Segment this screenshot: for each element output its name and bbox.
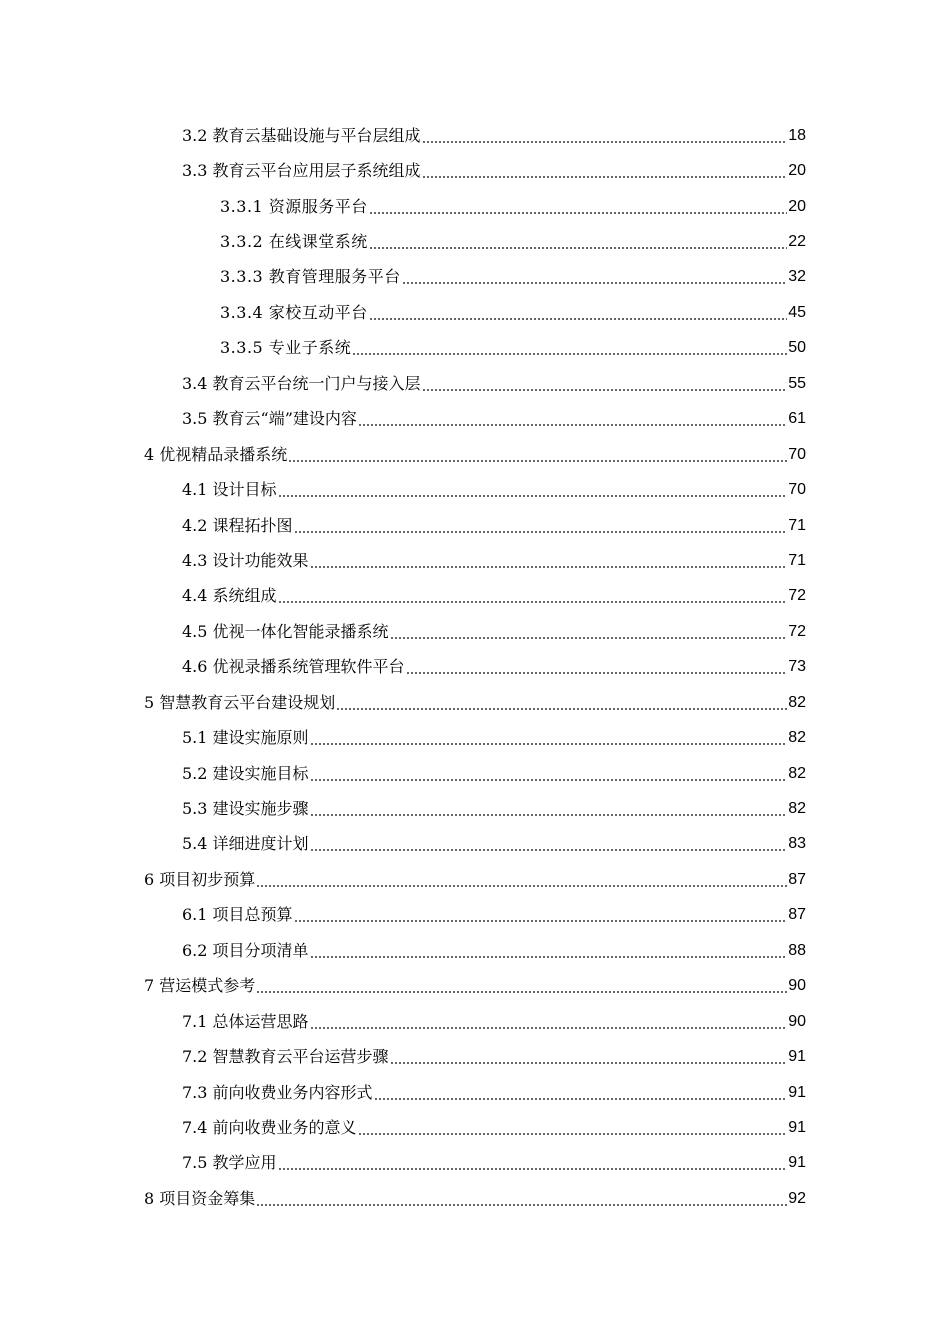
toc-page-number: 71 — [788, 551, 806, 569]
toc-entry-label: 3.5 教育云“端”建设内容 — [182, 409, 357, 429]
toc-entry[interactable] — [0, 118, 950, 153]
dot-leader — [256, 870, 787, 890]
toc-entry[interactable] — [0, 402, 950, 437]
dot-leader — [352, 338, 787, 358]
toc-page-number: 82 — [788, 800, 806, 818]
toc-page-number: 92 — [788, 1189, 806, 1207]
toc-page-number: 91 — [788, 1154, 806, 1172]
toc-page-number: 70 — [788, 481, 806, 499]
toc-entry-label: 5 智慧教育云平台建设规划 — [144, 692, 336, 712]
toc-entry-label: 4.3 设计功能效果 — [182, 550, 309, 570]
dot-leader — [369, 232, 787, 252]
toc-page-number: 90 — [788, 977, 806, 995]
toc-entry-label: 6.2 项目分项清单 — [182, 940, 309, 960]
toc-entry-label: 7.5 教学应用 — [182, 1153, 277, 1173]
toc-page-number: 87 — [788, 870, 806, 888]
toc-entry[interactable] — [0, 685, 950, 720]
dot-leader — [390, 1047, 788, 1067]
dot-leader — [256, 1189, 787, 1209]
dot-leader — [310, 551, 788, 571]
toc-entry-label: 8 项目资金筹集 — [144, 1188, 256, 1208]
toc-entry[interactable] — [0, 331, 950, 366]
dot-leader — [422, 374, 788, 394]
dot-leader — [310, 941, 788, 961]
dot-leader — [406, 657, 788, 677]
toc-entry[interactable] — [0, 295, 950, 330]
dot-leader — [278, 586, 788, 606]
toc-entry-label: 4 优视精品录播系统 — [144, 444, 288, 464]
toc-entry-label: 4.6 优视录播系统管理软件平台 — [182, 657, 405, 677]
dot-leader — [256, 976, 787, 996]
toc-entry-label: 7.3 前向收费业务内容形式 — [182, 1082, 373, 1102]
toc-entry-label: 3.3.1 资源服务平台 — [220, 196, 368, 216]
toc-page-number: 91 — [788, 1118, 806, 1136]
toc-entry[interactable] — [0, 1039, 950, 1074]
toc-page-number: 83 — [788, 835, 806, 853]
toc-entry[interactable] — [0, 862, 950, 897]
toc-entry-label: 5.4 详细进度计划 — [182, 834, 309, 854]
toc-entry[interactable] — [0, 650, 950, 685]
dot-leader — [310, 1012, 788, 1032]
toc-entry-label: 3.3.2 在线课堂系统 — [220, 232, 368, 252]
toc-entry[interactable] — [0, 614, 950, 649]
toc-page-number: 55 — [788, 374, 806, 392]
toc-page-number: 45 — [788, 303, 806, 321]
toc-page-number: 91 — [788, 1083, 806, 1101]
toc-entry[interactable] — [0, 579, 950, 614]
toc-page-number: 61 — [788, 410, 806, 428]
toc-entry[interactable] — [0, 366, 950, 401]
table-of-contents — [0, 118, 950, 1217]
toc-entry-label: 7.1 总体运营思路 — [182, 1011, 309, 1031]
toc-entry-label: 5.3 建设实施步骤 — [182, 799, 309, 819]
toc-entry[interactable] — [0, 1075, 950, 1110]
toc-entry[interactable] — [0, 472, 950, 507]
toc-entry[interactable] — [0, 898, 950, 933]
dot-leader — [390, 622, 788, 642]
toc-page-number: 50 — [788, 339, 806, 357]
toc-entry[interactable] — [0, 969, 950, 1004]
toc-entry-label: 7.4 前向收费业务的意义 — [182, 1117, 357, 1137]
toc-entry[interactable] — [0, 260, 950, 295]
toc-page-number: 82 — [788, 764, 806, 782]
dot-leader — [310, 728, 788, 748]
toc-page-number: 91 — [788, 1048, 806, 1066]
dot-leader — [310, 764, 788, 784]
toc-entry[interactable] — [0, 224, 950, 259]
dot-leader — [422, 126, 788, 146]
toc-entry[interactable] — [0, 756, 950, 791]
dot-leader — [369, 303, 787, 323]
toc-page-number: 87 — [788, 906, 806, 924]
toc-entry-label: 3.3 教育云平台应用层子系统组成 — [182, 161, 421, 181]
toc-entry[interactable] — [0, 508, 950, 543]
toc-entry-label: 3.3.3 教育管理服务平台 — [220, 267, 401, 287]
toc-page-number: 20 — [788, 197, 806, 215]
toc-page-number: 90 — [788, 1012, 806, 1030]
toc-page-number: 22 — [788, 233, 806, 251]
toc-page-number: 18 — [788, 126, 806, 144]
dot-leader — [310, 834, 788, 854]
dot-leader — [278, 1153, 788, 1173]
dot-leader — [294, 905, 788, 925]
toc-entry-label: 4.1 设计目标 — [182, 480, 277, 500]
toc-entry-label: 3.4 教育云平台统一门户与接入层 — [182, 373, 421, 393]
toc-entry-label: 3.3.5 专业子系统 — [220, 338, 352, 358]
toc-entry-label: 5.2 建设实施目标 — [182, 763, 309, 783]
dot-leader — [336, 693, 787, 713]
toc-entry[interactable] — [0, 827, 950, 862]
toc-page-number: 82 — [788, 729, 806, 747]
toc-entry-label: 3.2 教育云基础设施与平台层组成 — [182, 125, 421, 145]
toc-entry[interactable] — [0, 1110, 950, 1145]
dot-leader — [288, 445, 787, 465]
toc-entry[interactable] — [0, 189, 950, 224]
toc-page-number: 73 — [788, 658, 806, 676]
toc-page-number: 82 — [788, 693, 806, 711]
toc-entry[interactable] — [0, 153, 950, 188]
toc-entry[interactable] — [0, 437, 950, 472]
toc-page-number: 72 — [788, 587, 806, 605]
toc-entry-label: 4.2 课程拓扑图 — [182, 515, 293, 535]
toc-entry-label: 7.2 智慧教育云平台运营步骤 — [182, 1047, 389, 1067]
dot-leader — [278, 480, 788, 500]
toc-entry[interactable] — [0, 1181, 950, 1216]
toc-page-number: 72 — [788, 622, 806, 640]
toc-page-number: 20 — [788, 162, 806, 180]
toc-page-number: 88 — [788, 941, 806, 959]
toc-entry-label: 6.1 项目总预算 — [182, 905, 293, 925]
toc-entry[interactable] — [0, 720, 950, 755]
dot-leader — [358, 409, 787, 429]
toc-entry[interactable] — [0, 791, 950, 826]
toc-entry-label: 5.1 建设实施原则 — [182, 728, 309, 748]
toc-page-number: 70 — [788, 445, 806, 463]
toc-entry[interactable] — [0, 1004, 950, 1039]
dot-leader — [358, 1118, 788, 1138]
toc-entry[interactable] — [0, 1146, 950, 1181]
toc-entry[interactable] — [0, 933, 950, 968]
dot-leader — [402, 267, 787, 287]
toc-entry-label: 4.4 系统组成 — [182, 586, 277, 606]
toc-entry-label: 6 项目初步预算 — [144, 869, 256, 889]
toc-page-number: 32 — [788, 268, 806, 286]
dot-leader — [369, 197, 787, 217]
toc-entry[interactable] — [0, 543, 950, 578]
toc-entry-label: 7 营运模式参考 — [144, 976, 256, 996]
dot-leader — [294, 516, 788, 536]
toc-entry-label: 3.3.4 家校互动平台 — [220, 302, 368, 322]
toc-page-number: 71 — [788, 516, 806, 534]
toc-entry-label: 4.5 优视一体化智能录播系统 — [182, 621, 389, 641]
dot-leader — [310, 799, 788, 819]
dot-leader — [422, 161, 788, 181]
dot-leader — [374, 1083, 788, 1103]
